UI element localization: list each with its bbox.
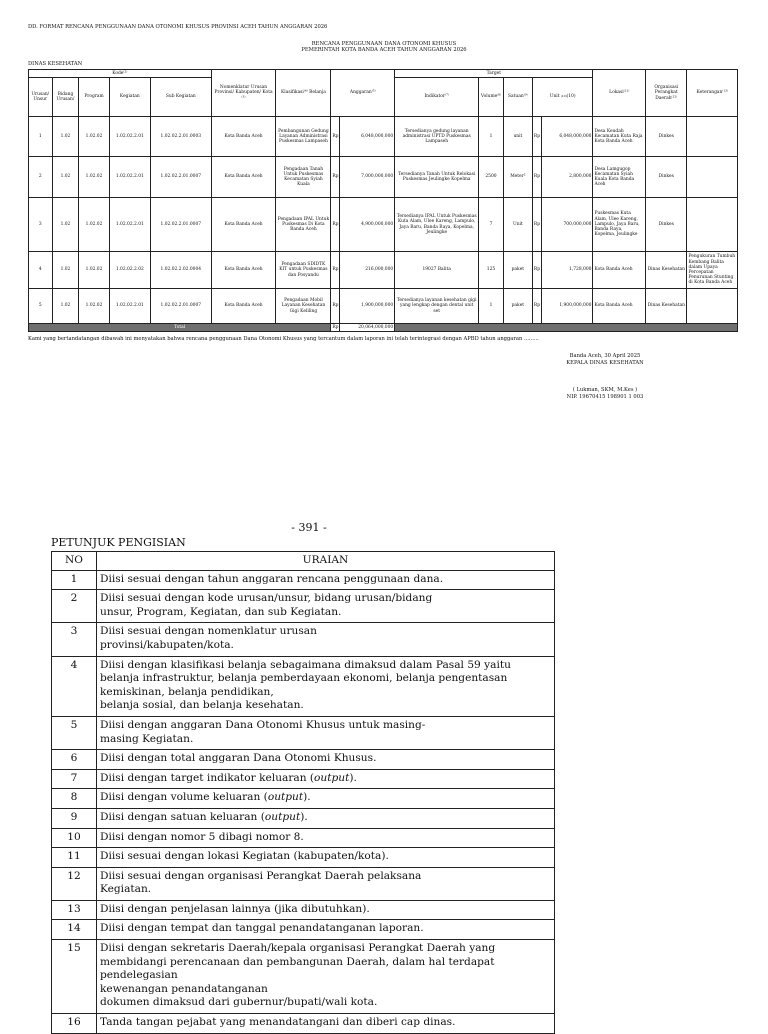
cell-nomenklatur: Kota Banda Aceh xyxy=(211,117,276,157)
petunjuk-header-row xyxy=(52,552,555,571)
cell-anggaran: 4,900,000,000 xyxy=(340,198,395,252)
cell-sub-kegiatan: 1.02.02.2.01.0007 xyxy=(151,157,211,198)
table-row xyxy=(29,157,738,198)
petunjuk-no: 12 xyxy=(52,867,97,900)
cell-keterangan xyxy=(687,117,738,157)
petunjuk-row xyxy=(52,570,555,590)
total-filler xyxy=(395,324,738,332)
signature-position: KEPALA DINAS KESEHATAN xyxy=(566,360,644,366)
cell-anggaran: 1,900,000,000 xyxy=(340,289,395,324)
cell-rp-unit: Rp xyxy=(532,157,541,198)
cell-kegiatan: 1.02.02.2.01 xyxy=(109,117,150,157)
petunjuk-uraian: Diisi dengan total anggaran Dana Otonomi Khusus. xyxy=(97,750,555,770)
cell-unit: 700,000,000 xyxy=(541,198,593,252)
cell-volume: 2500 xyxy=(479,157,504,198)
header-klasifikasi: Klasifikasi⁽⁴⁾ Belanja xyxy=(276,70,331,117)
petunjuk-row xyxy=(52,848,555,868)
agency-name: DINAS KESEHATAN xyxy=(28,61,83,67)
cell-satuan: paket xyxy=(503,252,532,289)
petunjuk-table xyxy=(51,551,555,1034)
cell-kegiatan: 1.02.02.2.01 xyxy=(109,157,150,198)
cell-indikator: Tersedianya gedung layanan administrasi UPTD Puskesmas Lampaseh xyxy=(395,117,479,157)
header-kode: Kode⁽²⁾ xyxy=(29,70,212,78)
cell-klasifikasi: Pengadaan Mobil Layanan Kesehatan Gigi Keliling xyxy=(276,289,331,324)
title-line-2: PEMERINTAH KOTA BANDA ACEH TAHUN ANGGARAN 2026 xyxy=(301,47,467,53)
cell-bidang: 1.02 xyxy=(52,198,79,252)
petunjuk-no: 13 xyxy=(52,900,97,920)
cell-rp-unit: Rp xyxy=(532,289,541,324)
petunjuk-row xyxy=(52,828,555,848)
cell-opd: Dinas Kesehatan xyxy=(646,252,687,289)
petunjuk-uraian: Diisi dengan tempat dan tanggal penandatanganan laporan. xyxy=(97,920,555,940)
cell-unit: 1,728,000 xyxy=(541,252,593,289)
cell-unit: 6,048,000,000 xyxy=(541,117,593,157)
petunjuk-row xyxy=(52,940,555,1014)
header-anggaran: Anggaran⁽⁵⁾ xyxy=(331,70,395,117)
cell-anggaran: 7,000,000,000 xyxy=(340,157,395,198)
cell-klasifikasi: Pengadaan IPAL Untuk Puskesmas Di Kota Banda Aceh xyxy=(276,198,331,252)
header-sub-kegiatan: Sub Kegiatan xyxy=(151,78,211,117)
page-number: - 391 - xyxy=(291,521,327,534)
header-kegiatan: Kegiatan xyxy=(109,78,150,117)
rencana-table xyxy=(28,69,738,332)
cell-klasifikasi: Pembangunan Gedung Layanan Administrasi Puskesmas Lampaseh xyxy=(276,117,331,157)
header-satuan: Satuan⁽⁹⁾ xyxy=(503,78,532,117)
cell-program: 1.02.02 xyxy=(79,198,109,252)
total-value: 20,064,000,000 xyxy=(340,324,395,332)
table-row xyxy=(29,117,738,157)
cell-rp: Rp xyxy=(331,157,340,198)
cell-program: 1.02.02 xyxy=(79,289,109,324)
header-program: Program xyxy=(79,78,109,117)
petunjuk-title: PETUNJUK PENGISIAN xyxy=(51,536,186,549)
petunjuk-no: 9 xyxy=(52,808,97,828)
cell-program: 1.02.02 xyxy=(79,117,109,157)
header-unit: Unit ₍₁₀₎(10) xyxy=(532,78,593,117)
petunjuk-uraian: Diisi dengan volume keluaran (output). xyxy=(97,789,555,809)
petunjuk-uraian: Diisi dengan anggaran Dana Otonomi Khusus untuk masing- masing Kegiatan. xyxy=(97,716,555,749)
petunjuk-no: 6 xyxy=(52,750,97,770)
petunjuk-uraian: Diisi dengan penjelasan lainnya (jika dibutuhkan). xyxy=(97,900,555,920)
cell-indikator: 19027 Balita xyxy=(395,252,479,289)
cell-sub-kegiatan: 1.02.02.2.01.0007 xyxy=(151,289,211,324)
cell-opd: Dinkes xyxy=(646,157,687,198)
header-opd: Organisasi Perangkat Daerah⁽¹²⁾ xyxy=(646,70,687,117)
cell-urusan: 1 xyxy=(29,117,53,157)
petunjuk-no: 3 xyxy=(52,623,97,656)
cell-lokasi: Kota Banda Aceh xyxy=(593,289,646,324)
petunjuk-header-no: NO xyxy=(52,552,97,571)
petunjuk-uraian: Diisi dengan nomor 5 dibagi nomor 8. xyxy=(97,828,555,848)
cell-keterangan xyxy=(687,289,738,324)
petunjuk-uraian: Diisi dengan klasifikasi belanja sebagaimana dimaksud dalam Pasal 59 yaitu belanja infrastruktur, belanja pemberdayaan ekonomi, belanja pengentasan kemiskinan, belanja pendidikan, belanja sosial, dan belanja kesehatan. xyxy=(97,656,555,716)
signature-nip: NIP. 19670415 198901 1 003 xyxy=(566,394,644,400)
header-target: Target xyxy=(395,70,593,78)
petunjuk-uraian: Diisi dengan target indikator keluaran (output). xyxy=(97,769,555,789)
petunjuk-no: 7 xyxy=(52,769,97,789)
petunjuk-uraian: Diisi sesuai dengan organisasi Perangkat Daerah pelaksana Kegiatan. xyxy=(97,867,555,900)
cell-keterangan xyxy=(687,198,738,252)
petunjuk-row xyxy=(52,750,555,770)
header-keterangan: Keterangan⁽¹³⁾ xyxy=(687,70,738,117)
petunjuk-row xyxy=(52,1014,555,1034)
petunjuk-row xyxy=(52,716,555,749)
petunjuk-no: 10 xyxy=(52,828,97,848)
cell-program: 1.02.02 xyxy=(79,252,109,289)
cell-nomenklatur: Kota Banda Aceh xyxy=(211,289,276,324)
petunjuk-no: 1 xyxy=(52,570,97,590)
cell-satuan: Meter² xyxy=(503,157,532,198)
cell-urusan: 4 xyxy=(29,252,53,289)
cell-satuan: paket xyxy=(503,289,532,324)
petunjuk-no: 2 xyxy=(52,590,97,623)
cell-volume: 125 xyxy=(479,252,504,289)
petunjuk-no: 16 xyxy=(52,1014,97,1034)
header-lokasi: Lokasi⁽¹¹⁾ xyxy=(593,70,646,117)
cell-satuan: Unit xyxy=(503,198,532,252)
title-line-1: RENCANA PENGGUNAAN DANA OTONOMI KHUSUS xyxy=(311,41,457,47)
total-label: Total xyxy=(29,324,331,332)
cell-nomenklatur: Kota Banda Aceh xyxy=(211,252,276,289)
cell-unit: 1,900,000,000 xyxy=(541,289,593,324)
petunjuk-uraian: Diisi sesuai dengan nomenklatur urusan provinsi/kabupaten/kota. xyxy=(97,623,555,656)
petunjuk-uraian: Diisi dengan sekretaris Daerah/kepala organisasi Perangkat Daerah yang membidangi perencanaan dan pembangunan Daerah, dalam hal terdapat pendelegasian kewenangan penandatanganan dokumen dimaksud dari gubernur/bupati/wali kota. xyxy=(97,940,555,1014)
table-header-group-row xyxy=(29,70,738,78)
cell-kegiatan: 1.02.02.2.01 xyxy=(109,198,150,252)
cell-klasifikasi: Pengadaan Tanah Untuk Puskesmas Kecamatan Syiah Kuala xyxy=(276,157,331,198)
cell-urusan: 5 xyxy=(29,289,53,324)
petunjuk-row xyxy=(52,789,555,809)
cell-anggaran: 216,000,000 xyxy=(340,252,395,289)
cell-opd: Dinkes xyxy=(646,117,687,157)
header-nomenklatur: Nomenklatur Urusan Provinsi/ Kabupaten/ Kota ⁽³⁾ xyxy=(211,70,276,117)
header-urusan: Urusan/ Unsur xyxy=(29,78,53,117)
cell-keterangan xyxy=(687,157,738,198)
header-bidang: Bidang Urusan/ xyxy=(52,78,79,117)
header-indikator: Indikator⁽⁷⁾ xyxy=(395,78,479,117)
cell-klasifikasi: Pengadaan SDIDTK KIT untuk Puskesmas dan Posyandu xyxy=(276,252,331,289)
cell-lokasi: Puskesmas Kuta Alam, Ulee Kareng, Lampulo, Jaya Baru, Banda Raya, Kopelma, Jeulingke xyxy=(593,198,646,252)
cell-rp-unit: Rp xyxy=(532,252,541,289)
cell-kegiatan: 1.02.02.2.02 xyxy=(109,252,150,289)
petunjuk-row xyxy=(52,769,555,789)
petunjuk-no: 15 xyxy=(52,940,97,1014)
petunjuk-no: 14 xyxy=(52,920,97,940)
petunjuk-row xyxy=(52,590,555,623)
petunjuk-uraian: Diisi sesuai dengan kode urusan/unsur, bidang urusan/bidang unsur, Program, Kegiatan, dan sub Kegiatan. xyxy=(97,590,555,623)
document-code: DD. FORMAT RENCANA PENGGUNAAN DANA OTONOMI KHUSUS PROVINSI ACEH TAHUN ANGGARAN 2026 xyxy=(28,24,328,30)
cell-urusan: 2 xyxy=(29,157,53,198)
cell-nomenklatur: Kota Banda Aceh xyxy=(211,198,276,252)
petunjuk-row xyxy=(52,808,555,828)
table-row xyxy=(29,198,738,252)
cell-rp-unit: Rp xyxy=(532,117,541,157)
petunjuk-row xyxy=(52,656,555,716)
signature-place-date: Banda Aceh, 30 April 2025 xyxy=(569,353,641,359)
cell-opd: Dinas Kesehatan xyxy=(646,289,687,324)
header-volume: Volume⁽⁸⁾ xyxy=(479,78,504,117)
cell-bidang: 1.02 xyxy=(52,157,79,198)
petunjuk-body xyxy=(52,570,555,1033)
petunjuk-row xyxy=(52,900,555,920)
petunjuk-uraian: Diisi dengan satuan keluaran (output). xyxy=(97,808,555,828)
total-row xyxy=(29,324,738,332)
petunjuk-row xyxy=(52,920,555,940)
cell-bidang: 1.02 xyxy=(52,117,79,157)
cell-indikator: Tersedianya layanan kesehatan gigi yang lengkap dengan dental unit set xyxy=(395,289,479,324)
cell-sub-kegiatan: 1.02.02.2.01.0007 xyxy=(151,198,211,252)
cell-urusan: 3 xyxy=(29,198,53,252)
cell-rp: Rp xyxy=(331,117,340,157)
petunjuk-uraian: Diisi sesuai dengan tahun anggaran rencana penggunaan dana. xyxy=(97,570,555,590)
cell-volume: 1 xyxy=(479,289,504,324)
cell-sub-kegiatan: 1.02.02.2.01.0003 xyxy=(151,117,211,157)
petunjuk-no: 5 xyxy=(52,716,97,749)
cell-anggaran: 6,048,000,000 xyxy=(340,117,395,157)
table-row xyxy=(29,289,738,324)
cell-opd: Dinkes xyxy=(646,198,687,252)
petunjuk-row xyxy=(52,867,555,900)
cell-bidang: 1.02 xyxy=(52,252,79,289)
cell-lokasi: Kota Banda Aceh xyxy=(593,252,646,289)
cell-rp-unit: Rp xyxy=(532,198,541,252)
cell-indikator: Tersedianya IPAL Untuk Puskesmas Kuta Alam, Ulee Kareng, Lampulo, Jaya Baru, Banda Raya, Kopelma, Jeulingke xyxy=(395,198,479,252)
cell-unit: 2,800,000 xyxy=(541,157,593,198)
cell-lokasi: Desa Lamgugop Kecamatan Syiah Kuala Kota Banda Aceh xyxy=(593,157,646,198)
cell-keterangan: Pengukuran Tumbuh Kembang Balita dalam Upaya Percepatan Penurunan Stunting di Kota Banda Aceh xyxy=(687,252,738,289)
cell-volume: 1 xyxy=(479,117,504,157)
cell-bidang: 1.02 xyxy=(52,289,79,324)
petunjuk-row xyxy=(52,623,555,656)
cell-rp: Rp xyxy=(331,289,340,324)
cell-rp: Rp xyxy=(331,252,340,289)
cell-sub-kegiatan: 1.02.02.2.02.0004 xyxy=(151,252,211,289)
petunjuk-header-uraian: URAIAN xyxy=(97,552,555,571)
signature-name: ( Lukman, SKM, M.Kes ) xyxy=(572,387,638,393)
cell-program: 1.02.02 xyxy=(79,157,109,198)
table-row xyxy=(29,252,738,289)
cell-satuan: unit xyxy=(503,117,532,157)
total-rp: Rp xyxy=(332,324,339,330)
integration-statement: Kami yang bertandatangan dibawah ini menyatakan bahwa rencana penggunaan Dana Otonomi Khusus yang tercantum dalam laporan ini telah terintegrasi dengan APBD tahun anggaran ......... xyxy=(28,336,539,342)
petunjuk-uraian: Diisi sesuai dengan lokasi Kegiatan (kabupaten/kota). xyxy=(97,848,555,868)
cell-kegiatan: 1.02.02.2.01 xyxy=(109,289,150,324)
petunjuk-uraian: Tanda tangan pejabat yang menandatangani dan diberi cap dinas. xyxy=(97,1014,555,1034)
cell-indikator: Tersedianya Tanah Untuk Relokasi Puskesmas Jeulingke Kopelma xyxy=(395,157,479,198)
petunjuk-no: 4 xyxy=(52,656,97,716)
cell-nomenklatur: Kota Banda Aceh xyxy=(211,157,276,198)
cell-volume: 7 xyxy=(479,198,504,252)
cell-rp: Rp xyxy=(331,198,340,252)
petunjuk-no: 8 xyxy=(52,789,97,809)
cell-lokasi: Desa Keudah Kecamatan Kuta Raja Kota Banda Aceh xyxy=(593,117,646,157)
petunjuk-no: 11 xyxy=(52,848,97,868)
